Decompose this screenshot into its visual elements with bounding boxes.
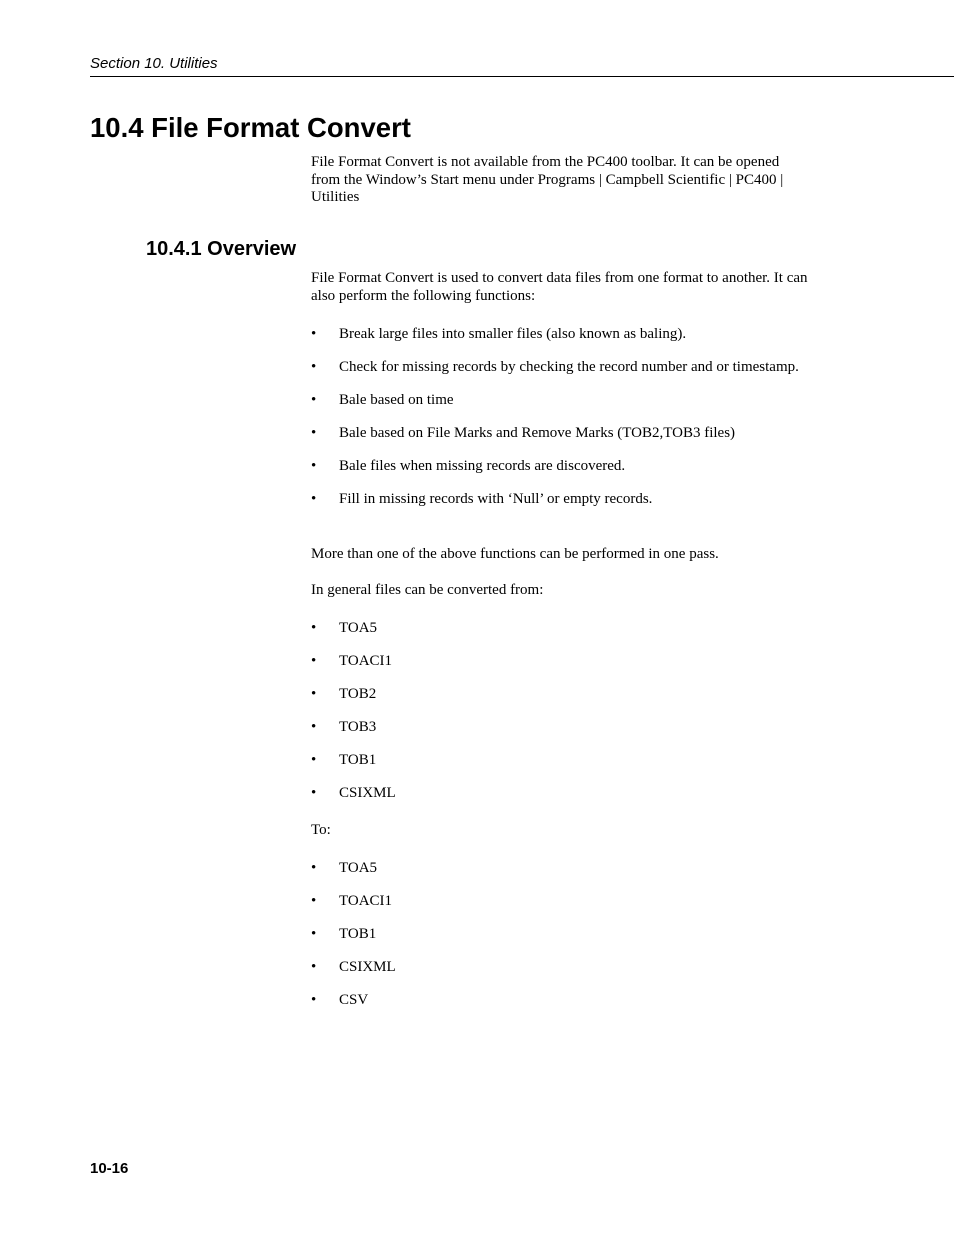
bullet-icon: •: [311, 992, 317, 1008]
list-item: • CSV: [311, 992, 369, 1008]
bullet-icon: •: [311, 425, 317, 441]
bullet-icon: •: [311, 392, 317, 408]
bullet-icon: •: [311, 860, 317, 876]
section-intro: File Format Convert is not available from the PC400 toolbar. It can be opened from the Window’s Start menu under Programs | Campbell Scientific | PC400 | Utilities: [311, 154, 784, 205]
bullet-icon: •: [311, 653, 317, 669]
to-formats-list: [311, 860, 811, 1025]
list-item: • TOB3: [311, 719, 377, 735]
list-item: • Fill in missing records with ‘Null’ or empty records.: [311, 491, 653, 507]
functions-list: [311, 326, 811, 524]
bullet-icon: •: [311, 752, 317, 768]
list-item: • TOA5: [311, 860, 378, 876]
page-number: 10-16: [90, 1160, 129, 1177]
bullet-icon: •: [311, 620, 317, 636]
subsection-intro: File Format Convert is used to convert data files from one format to another. It can also perform the following functions:: [311, 270, 808, 304]
list-item: • TOA5: [311, 620, 378, 636]
to-label: To:: [311, 822, 331, 838]
multi-pass-note: More than one of the above functions can be performed in one pass.: [311, 546, 719, 562]
bullet-icon: •: [311, 458, 317, 474]
list-item: • Bale based on time: [311, 392, 454, 408]
from-label: In general files can be converted from:: [311, 582, 544, 598]
list-item: • TOACI1: [311, 653, 393, 669]
list-item: • TOB1: [311, 926, 377, 942]
bullet-icon: •: [311, 359, 317, 375]
bullet-icon: •: [311, 893, 317, 909]
bullet-icon: •: [311, 491, 317, 507]
list-item: • Bale based on File Marks and Remove Marks (TOB2,TOB3 files): [311, 425, 736, 441]
list-item: • TOB1: [311, 752, 377, 768]
bullet-icon: •: [311, 926, 317, 942]
from-formats-list: [311, 620, 811, 818]
list-item: • Check for missing records by checking the record number and or timestamp.: [311, 359, 799, 375]
list-item: • Bale files when missing records are discovered.: [311, 458, 626, 474]
list-item: • CSIXML: [311, 785, 396, 801]
subsection-heading: 10.4.1 Overview: [146, 238, 297, 260]
bullet-icon: •: [311, 326, 317, 342]
bullet-icon: •: [311, 785, 317, 801]
list-item: • TOACI1: [311, 893, 393, 909]
bullet-icon: •: [311, 959, 317, 975]
list-item: • CSIXML: [311, 959, 396, 975]
running-header: Section 10. Utilities: [90, 55, 218, 72]
list-item: • TOB2: [311, 686, 377, 702]
bullet-icon: •: [311, 686, 317, 702]
list-item: • Break large files into smaller files (also known as baling).: [311, 326, 687, 342]
section-heading: 10.4 File Format Convert: [90, 112, 411, 143]
header-rule: [90, 76, 954, 77]
bullet-icon: •: [311, 719, 317, 735]
